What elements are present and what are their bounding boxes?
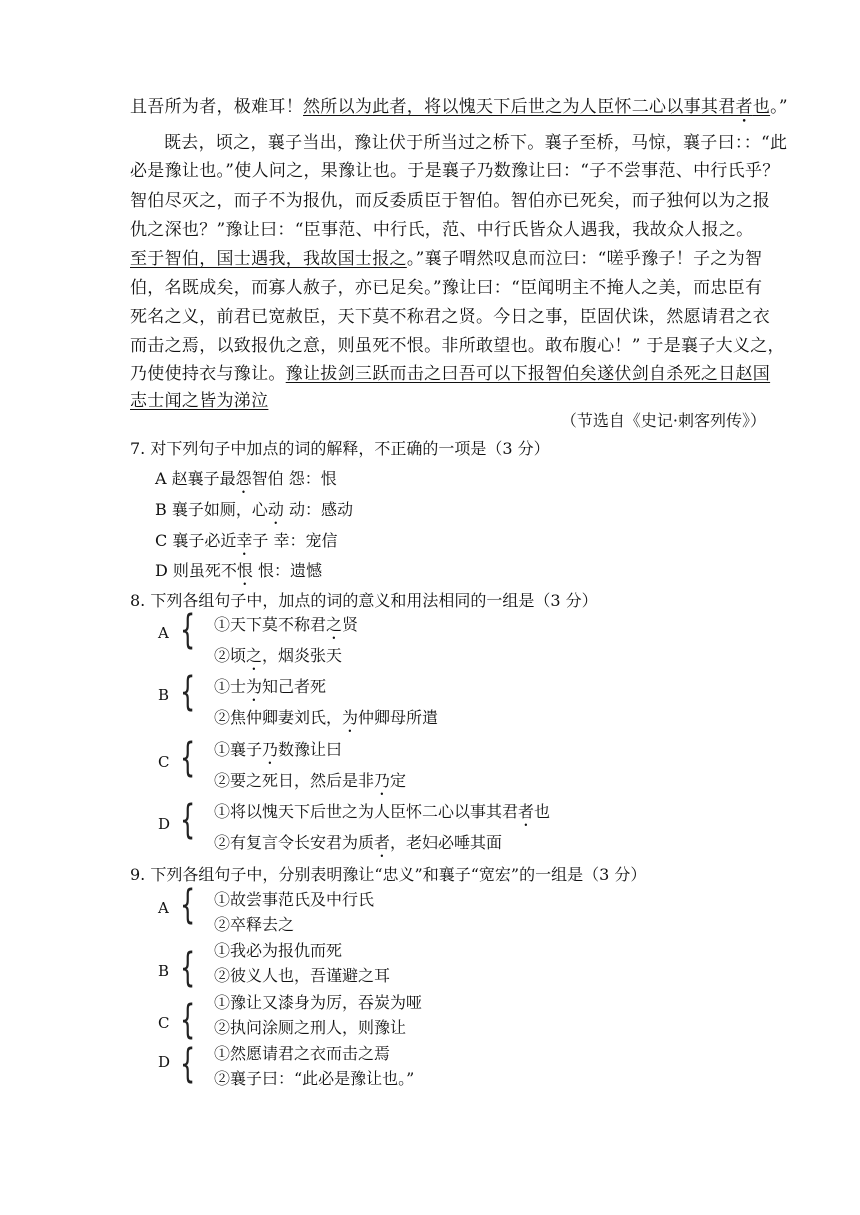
q8-c-item-2: [214, 768, 406, 799]
option-text: C 襄子必近: [155, 531, 237, 550]
q9-c-item-2: ②执问涂厕之刑人，则豫让: [214, 1018, 407, 1037]
q9-b-item-2: ②彼义人也，吾谨避之耳: [214, 966, 391, 985]
item-text: ①天下莫不称君: [214, 615, 327, 634]
underlined-sentence: [303, 97, 770, 117]
q9-c-item-1: ①豫让又漆身为厉，吞炭为哑: [214, 993, 423, 1012]
passage-line-9: 而击之焉，以致报仇之意，则虽死不恨。非所敢望也。敢布腹心！” 于是襄子大义之，: [130, 336, 785, 356]
brace-icon: {: [180, 945, 196, 991]
option-text: 智伯 怨：恨: [251, 469, 337, 488]
q8-d-item-2: [214, 830, 502, 861]
passage-line-10: [130, 359, 770, 384]
q8-c-item-1: [214, 737, 342, 768]
passage-line-7: 伯，名既成矣，而寡人赦子，亦已足矣。”豫让曰：“臣闻明主不掩人之美，而忠臣有: [130, 278, 763, 298]
item-text: ①将以愧天下后世之为人臣怀二心以事其君: [214, 802, 519, 821]
q9-option-c-letter: C: [158, 1014, 170, 1032]
q7-option-c: [155, 528, 337, 559]
item-text: 贤: [342, 615, 359, 634]
brace-icon: {: [180, 882, 196, 928]
item-text: 定: [390, 771, 407, 790]
q8-d-item-1: [214, 799, 550, 830]
q9-a-item-2: ②卒释去之: [214, 915, 295, 934]
item-text: 仲卿母所遣: [358, 708, 439, 727]
passage-text: 。”: [770, 97, 788, 117]
dotted-word: 为: [342, 708, 359, 727]
passage-line-1: [130, 92, 788, 127]
dotted-word: 之: [246, 646, 263, 665]
passage-text: 也: [752, 97, 771, 117]
dotted-word: 乃: [262, 740, 279, 759]
dotted-word: 为: [246, 677, 263, 696]
item-text: ①士: [214, 677, 247, 696]
brace-icon: {: [180, 797, 196, 843]
q8-a-item-1: [214, 612, 358, 643]
q7-option-b: [155, 497, 353, 528]
q8-option-c-letter: C: [158, 753, 170, 771]
dotted-word: 者: [518, 802, 535, 821]
question-8-stem: 8. 下列各组句子中，加点的词的意义和用法相同的一组是（3 分）: [130, 591, 598, 610]
dotted-word: 者: [374, 833, 391, 852]
item-text: 也: [534, 802, 551, 821]
passage-line-4: 智伯尽灭之，而子不为报仇，而反委质臣于智伯。智伯亦已死矣，而子独何以为之报: [130, 191, 771, 211]
item-text: ，老妇必唾其面: [390, 833, 503, 852]
question-7-stem: 7. 对下列句子中加点的词的解释，不正确的一项是（3 分）: [130, 439, 550, 458]
dotted-word: 乃: [374, 771, 391, 790]
dotted-word: 幸: [236, 531, 253, 550]
brace-icon: {: [180, 997, 196, 1043]
passage-line-6: [130, 244, 762, 269]
item-text: ②顷: [214, 646, 247, 665]
underlined-sentence: 豫让拔剑三跃而击之曰吾可以下报智伯矣遂伏剑自杀死之日赵国: [285, 364, 771, 384]
q9-option-b-letter: B: [158, 962, 170, 980]
passage-line-2: 既去，顷之，襄子当出，豫让伏于所当过之桥下。襄子至桥，马惊，襄子曰：：“此: [164, 133, 788, 153]
dotted-word: 动: [267, 500, 284, 519]
q8-option-d-letter: D: [158, 815, 171, 833]
q8-option-b-letter: B: [158, 686, 170, 704]
item-text: ②有复言令长安君为质: [214, 833, 375, 852]
brace-icon: {: [180, 607, 196, 653]
q8-option-a-letter: A: [158, 624, 169, 642]
dotted-word: 之: [326, 615, 343, 634]
option-text: B 襄子如厕，心: [155, 500, 268, 519]
brace-icon: {: [180, 669, 196, 715]
option-text: 子 幸：宠信: [252, 531, 338, 550]
dotted-word: 恨: [236, 561, 253, 580]
q7-option-a: [155, 466, 337, 497]
option-text: 动：感动: [283, 500, 353, 519]
passage-text: 且吾所为者，极难耳！: [130, 97, 303, 117]
q8-a-item-2: [214, 643, 342, 674]
item-text: 数豫让曰: [278, 740, 343, 759]
brace-icon: {: [180, 1041, 196, 1087]
dotted-word: 怨: [235, 469, 252, 488]
item-text: 知己者死: [262, 677, 327, 696]
q7-option-d: [155, 558, 322, 589]
question-9-stem: 9. 下列各组句子中，分别表明豫让“忠义”和襄子“宽宏”的一组是（3 分）: [130, 865, 647, 884]
option-text: D 则虽死不: [155, 561, 237, 580]
q9-a-item-1: ①故尝事范氏及中行氏: [214, 890, 375, 909]
passage-line-8: 死名之义，前君已宽赦臣，天下莫不称君之贤。今日之事，臣固伏诛，然愿请君之衣: [130, 307, 771, 327]
passage-line-3: 必是豫让也。”使人问之，果豫让也。于是襄子乃数豫让曰：“子不尝事范、中行氏乎？: [130, 161, 780, 181]
q9-d-item-2: ②襄子曰：“此必是豫让也。”: [214, 1069, 415, 1088]
q9-option-a-letter: A: [158, 899, 169, 917]
dotted-word: 者: [735, 97, 753, 117]
brace-icon: {: [180, 735, 196, 781]
option-text: 恨：遗憾: [252, 561, 323, 580]
item-text: ①襄子: [214, 740, 263, 759]
passage-text: 然所以为此者，将以愧天下后世之为人臣怀二心以事其君: [303, 97, 736, 117]
passage-text: 。”襄子喟然叹息而泣曰：“嗟乎豫子！子之为智: [406, 249, 763, 269]
passage-line-11: 志士闻之皆为涕泣: [130, 391, 269, 411]
passage-source: （节选自《史记·刺客列传》）: [560, 411, 766, 430]
q9-option-d-letter: D: [158, 1053, 171, 1071]
item-text: ②要之死日，然后是非: [214, 771, 375, 790]
option-text: A 赵襄子最: [155, 469, 236, 488]
passage-text: 乃使使持衣与豫让。: [130, 364, 286, 384]
item-text: ②焦仲卿妻刘氏，: [214, 708, 343, 727]
q8-b-item-2: [214, 705, 438, 736]
q9-d-item-1: ①然愿请君之衣而击之焉: [214, 1044, 391, 1063]
q9-b-item-1: ①我必为报仇而死: [214, 941, 343, 960]
underlined-sentence: 至于智伯，国士遇我，我故国士报之: [130, 249, 407, 269]
passage-line-5: 仇之深也？”豫让曰：“臣事范、中行氏，范、中行氏皆众人遇我，我故众人报之。: [130, 220, 754, 240]
item-text: ，烟炎张天: [262, 646, 343, 665]
q8-b-item-1: [214, 674, 326, 705]
